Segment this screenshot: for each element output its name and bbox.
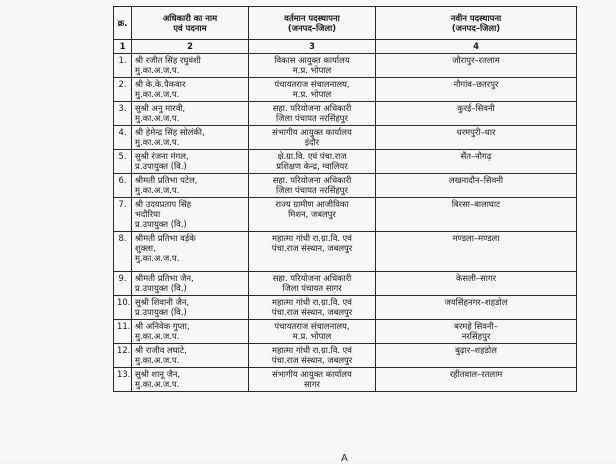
new-posting-cell-line: जौरापुर–रतलाम [452,55,500,65]
current-posting-cell-line: प्रशिक्षण केन्द्र, ग्वालियर [276,161,348,171]
current-posting-cell-line: महात्मा गांधी रा.ग्रा.वि. एवं [272,233,352,243]
officer-name-cell [132,368,249,392]
officer-name-cell [132,272,249,296]
new-posting-cell [376,102,577,126]
officer-name-cell-line: श्री राजीव लघाटे, [135,345,187,355]
current-posting-cell-line: पंचायतराज संचालनालय, [274,79,350,89]
officer-name-cell-line: मु.का.अ.ज.प. [135,253,180,263]
row-serial-number: 3. [114,102,132,126]
header-officer-name [132,7,249,40]
table-row [114,344,577,368]
officer-name-cell-line: सुश्री शिवानी जैन, [135,297,190,307]
current-posting-cell-line: म.प्र. भोपाल [292,331,332,341]
table-row [114,232,577,272]
current-posting-cell [249,272,376,296]
row-serial-number: 12. [114,344,132,368]
new-posting-cell [376,344,577,368]
new-posting-cell [376,368,577,392]
header-officer-name-line2: एवं पदनाम [173,23,207,33]
new-posting-cell [376,54,577,78]
officer-name-cell [132,320,249,344]
table-row [114,174,577,198]
officer-name-cell-line: श्रीमती प्रतिभा जैन, [135,273,194,283]
header-current-posting [249,7,376,40]
current-posting-cell [249,102,376,126]
new-posting-cell-line: कुरई–सिवनी [457,103,495,113]
column-number: 3 [249,40,376,54]
new-posting-cell [376,126,577,150]
officer-name-cell-line: श्री के.के.पैकवार [135,79,186,89]
current-posting-cell-line: मिशन, जबलपुर [288,209,336,219]
current-posting-cell-line: म.प्र. भोपाल [292,89,332,99]
header-officer-name-line1: अधिकारी का नाम [162,13,218,23]
table-row [114,368,577,392]
officer-name-cell [132,174,249,198]
officer-name-cell-line: मु.का.अ.ज.प. [135,355,180,365]
row-serial-number: 1. [114,54,132,78]
table-row [114,296,577,320]
officer-name-cell-line: प्र.उपायुक्त (वि.) [135,307,187,317]
current-posting-cell [249,174,376,198]
new-posting-cell-line: सैंत–नौगढ़ [460,151,492,161]
current-posting-cell-line: महात्मा गांधी रा.ग्रा.वि. एवं [272,345,352,355]
row-serial-number: 9. [114,272,132,296]
new-posting-cell [376,150,577,174]
current-posting-cell [249,296,376,320]
officer-name-cell [132,78,249,102]
current-posting-cell [249,78,376,102]
column-number-row [114,40,577,54]
officer-name-cell [132,150,249,174]
page-bottom-mark: A [341,453,348,464]
current-posting-cell-line: जिला पंचायत नरसिंहपुर [276,185,348,195]
new-posting-cell [376,272,577,296]
row-serial-number: 2. [114,78,132,102]
row-serial-number: 6. [114,174,132,198]
current-posting-cell [249,320,376,344]
officer-name-cell-line: मु.का.अ.ज.प. [135,113,180,123]
officer-name-cell [132,232,249,272]
current-posting-cell [249,126,376,150]
header-current-posting-line2: (जनपद–जिला) [287,23,337,33]
current-posting-cell-line: सहा. परियोजना अधिकारी [272,175,352,185]
officer-name-cell-line: मु.का.अ.ज.प. [135,185,180,195]
column-number: 1 [114,40,132,54]
new-posting-cell-line: धरमपुरी–धार [456,127,496,137]
current-posting-cell [249,232,376,272]
officer-name-cell-line: श्री रजीत सिंह रघुवंशी [135,55,201,65]
header-new-posting-line2: (जनपद–जिला) [451,23,501,33]
new-posting-cell-line: मण्डला–मण्डला [452,233,500,243]
new-posting-cell [376,78,577,102]
table-row [114,102,577,126]
current-posting-cell [249,344,376,368]
column-number: 2 [132,40,249,54]
current-posting-cell-line: विकास आयुक्त कार्यालय [274,55,350,65]
current-posting-cell-line: पंचायतराज संचालनालय, [274,321,350,331]
table-row [114,126,577,150]
table-body [114,54,577,392]
new-posting-cell-line: केसली–सागर [455,273,497,283]
current-posting-cell-line: सहा. परियोजना अधिकारी [272,273,352,283]
officer-name-cell-line: मु.का.अ.ज.प. [135,331,180,341]
table-header-row [114,7,577,40]
officer-name-cell-line: श्रीमती प्रतिभा पटेल, [135,175,198,185]
table-row [114,150,577,174]
row-serial-number: 8. [114,232,132,272]
officer-name-cell-line: श्रीमती प्रतिभा वर्ड़के [135,233,196,243]
current-posting-cell-line: सागर [304,379,320,389]
current-posting-cell-line: म.प्र. भोपाल [292,65,332,75]
officer-name-cell-line: भदौरिया [135,209,161,219]
row-serial-number: 11. [114,320,132,344]
new-posting-cell [376,296,577,320]
current-posting-cell-line: इंदौर [304,137,320,147]
current-posting-cell [249,368,376,392]
officer-name-cell [132,102,249,126]
table-row [114,54,577,78]
officer-name-cell-line: प्र.उपायुक्त (वि.) [135,219,187,229]
officer-name-cell-line: श्री अनिवेक गुप्ता, [135,321,190,331]
header-serial: क्र. [114,7,132,40]
current-posting-cell-line: जिला पंचायत नरसिंहपुर [276,113,348,123]
row-serial-number: 7. [114,198,132,232]
current-posting-cell [249,198,376,232]
table-row [114,320,577,344]
officer-name-cell-line: सुश्री शानू जैन, [135,369,181,379]
officer-name-cell-line: श्री उदयप्रताप सिंह [135,199,192,209]
officer-name-cell-line: सुश्री अनु मारवी, [135,103,186,113]
table-row [114,272,577,296]
row-serial-number: 13. [114,368,132,392]
current-posting-cell-line: संभागीय आयुक्त कार्यालय [272,369,352,379]
new-posting-cell-line: बिरसा–बालाघाट [451,199,501,209]
row-serial-number: 10. [114,296,132,320]
transfer-table [113,6,577,392]
current-posting-cell-line: क्षे.ग्रा.वि. एवं पंचा.राज [277,151,347,161]
row-serial-number: 5. [114,150,132,174]
new-posting-cell-line: रहीतवाल–रतलाम [449,369,503,379]
current-posting-cell-line: जिला पंचायत सागर [282,283,342,293]
officer-name-cell-line: मु.का.अ.ज.प. [135,65,180,75]
officer-name-cell [132,54,249,78]
new-posting-cell-line: बुढ़ार–शहडोल [455,345,497,355]
officer-name-cell-line: प्र.उपायुक्त (वि.) [135,283,187,293]
current-posting-cell [249,150,376,174]
table-row [114,78,577,102]
officer-name-cell [132,296,249,320]
row-serial-number: 4. [114,126,132,150]
current-posting-cell [249,54,376,78]
header-current-posting-line1: वर्तमान पदस्थापना [284,13,340,23]
current-posting-cell-line: पंचा.राज संस्थान, जबलपुर [271,355,353,365]
current-posting-cell-line: महात्मा गांधी रा.ग्रा.वि. एवं [272,297,352,307]
header-new-posting [376,7,577,40]
new-posting-cell [376,198,577,232]
column-number: 4 [376,40,577,54]
new-posting-cell [376,174,577,198]
officer-name-cell-line: श्री हेमेन्द्र सिंह सोलंकी, [135,127,205,137]
new-posting-cell [376,232,577,272]
officer-name-cell-line: मु.का.अ.ज.प. [135,379,180,389]
officer-name-cell-line: प्र.उपायुक्त (वि.) [135,161,187,171]
new-posting-cell-line: बरमहे सिवनी– [454,321,498,331]
current-posting-cell-line: राज्य ग्रामीण आजीविका [275,199,349,209]
new-posting-cell-line: नौगांव–छतरपुर [453,79,499,89]
officer-name-cell [132,198,249,232]
officer-name-cell-line: सुश्री रंजना मंगल, [135,151,189,161]
table-row [114,198,577,232]
new-posting-cell-line: जयसिंहनगर–शहडोल [444,297,508,307]
current-posting-cell-line: संभागीय आयुक्त कार्यालय [272,127,352,137]
current-posting-cell-line: पंचा.राज संस्थान, जबलपुर [271,243,353,253]
current-posting-cell-line: पंचा.राज संस्थान, जबलपुर [271,307,353,317]
officer-name-cell [132,344,249,368]
officer-name-cell-line: शुक्ला, [135,243,156,253]
new-posting-cell-line: नरसिंहपुर [461,331,491,341]
officer-name-cell-line: मु.का.अ.ज.प. [135,137,180,147]
header-new-posting-line1: नवीन पदस्थापना [450,13,502,23]
officer-name-cell [132,126,249,150]
officer-name-cell-line: मु.का.अ.ज.प. [135,89,180,99]
new-posting-cell [376,320,577,344]
current-posting-cell-line: सहा. परियोजना अधिकारी [272,103,352,113]
new-posting-cell-line: लखनादौन–सिवनी [448,175,504,185]
